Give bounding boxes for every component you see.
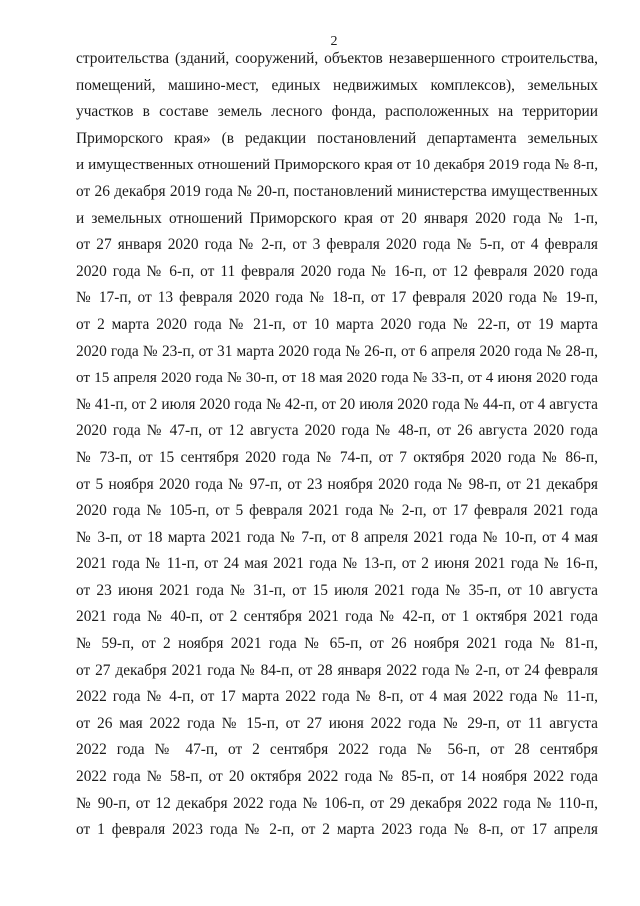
text-line: № 3-п, от 18 марта 2021 года № 7-п, от 8 апреля 2021 года № 10-п, от 4 мая [76, 528, 598, 546]
text-line: 2020 года № 105-п, от 5 февраля 2021 года № 2-п, от 17 февраля 2021 года [76, 502, 598, 520]
text-line: от 26 декабря 2019 года № 20-п, постановлений министерства имущественных [76, 182, 598, 200]
text-line: от 27 декабря 2021 года № 84-п, от 28 января 2022 года № 2-п, от 24 февраля [76, 661, 598, 679]
text-line: 2021 года № 40-п, от 2 сентября 2021 года № 42-п, от 1 октября 2021 года [76, 608, 598, 626]
text-line: от 15 апреля 2020 года № 30-п, от 18 мая 2020 года № 33-п, от 4 июня 2020 года [76, 369, 598, 387]
text-line: от 23 июня 2021 года № 31-п, от 15 июля 2021 года № 35-п, от 10 августа [76, 581, 598, 599]
text-line: от 27 января 2020 года № 2-п, от 3 февраля 2020 года № 5-п, от 4 февраля [76, 236, 598, 254]
text-line: 2020 года № 23-п, от 31 марта 2020 года № 26-п, от 6 апреля 2020 года № 28-п, [76, 342, 598, 360]
text-line: от 5 ноября 2020 года № 97-п, от 23 ноября 2020 года № 98-п, от 21 декабря [76, 475, 598, 493]
page-number: 2 [330, 34, 338, 49]
text-line: от 1 февраля 2023 года № 2-п, от 2 марта 2023 года № 8-п, от 17 апреля [76, 821, 598, 839]
text-line: 2022 года № 58-п, от 20 октября 2022 года № 85-п, от 14 ноября 2022 года [76, 768, 598, 786]
text-line: № 73-п, от 15 сентября 2020 года № 74-п, от 7 октября 2020 года № 86-п, [76, 448, 598, 466]
text-line: № 59-п, от 2 ноября 2021 года № 65-п, от 26 ноября 2021 года № 81-п, [76, 635, 598, 653]
text-line: помещений, машино-мест, единых недвижимых комплексов), земельных [76, 76, 598, 94]
text-line: участков в составе земель лесного фонда, расположенных на территории [76, 103, 598, 121]
text-line: № 90-п, от 12 декабря 2022 года № 106-п, от 29 декабря 2022 года № 110-п, [76, 794, 598, 812]
text-line: 2020 года № 6-п, от 11 февраля 2020 года № 16-п, от 12 февраля 2020 года [76, 262, 598, 280]
text-line: от 2 марта 2020 года № 21-п, от 10 марта 2020 года № 22-п, от 19 марта [76, 315, 598, 333]
text-line: и имущественных отношений Приморского края от 10 декабря 2019 года № 8-п, [76, 156, 598, 174]
text-line: Приморского края» (в редакции постановлений департамента земельных [76, 129, 598, 147]
text-line: и земельных отношений Приморского края от 20 января 2020 года № 1-п, [76, 209, 598, 227]
text-line: № 17-п, от 13 февраля 2020 года № 18-п, от 17 февраля 2020 года № 19-п, [76, 289, 598, 307]
text-line: 2021 года № 11-п, от 24 мая 2021 года № 13-п, от 2 июня 2021 года № 16-п, [76, 555, 598, 573]
body-text [76, 46, 598, 844]
text-line: 2022 года № 4-п, от 17 марта 2022 года № 8-п, от 4 мая 2022 года № 11-п, [76, 688, 598, 706]
text-line: 2022 года № 47-п, от 2 сентября 2022 года № 56-п, от 28 сентября [76, 741, 598, 759]
text-line: от 26 мая 2022 года № 15-п, от 27 июня 2022 года № 29-п, от 11 августа [76, 714, 598, 732]
text-line: 2020 года № 47-п, от 12 августа 2020 года № 48-п, от 26 августа 2020 года [76, 422, 598, 440]
text-line: строительства (зданий, сооружений, объектов незавершенного строительства, [76, 50, 598, 67]
text-line: № 41-п, от 2 июля 2020 года № 42-п, от 20 июля 2020 года № 44-п, от 4 августа [76, 395, 598, 413]
